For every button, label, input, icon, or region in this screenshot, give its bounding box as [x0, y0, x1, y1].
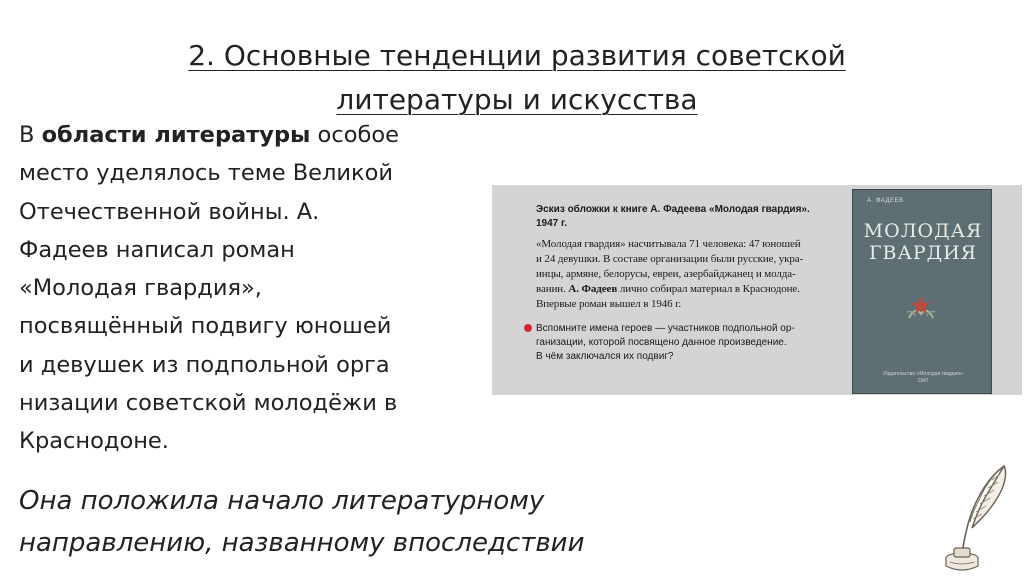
body-bold-phrase: области литературы [41, 122, 311, 148]
body-line-1 [19, 116, 489, 154]
textbook-text [536, 203, 844, 364]
body-line-8: низации советской молодёжи в [19, 390, 398, 417]
textbook-question [536, 322, 844, 364]
body-line-1-tail: особое [310, 122, 399, 148]
caption-line-2: 1947 г. [536, 218, 567, 229]
desc-line-3: инцы, армяне, белорусы, евреи, азербайджанец и молда- [536, 268, 796, 280]
cover-publisher [861, 371, 985, 385]
body-line-9: Краснодоне. [19, 428, 169, 455]
desc-line-1: «Молодая гвардия» насчитывала 71 человека: 47 юношей [536, 238, 801, 250]
body-line-2: место уделялось теме Великой [19, 160, 393, 187]
desc-line-5: Впервые роман вышел в 1946 г. [536, 298, 682, 310]
body-line-4: Фадеев написал роман [19, 236, 295, 263]
desc-line-4-pre: ванин. [536, 283, 569, 295]
desc-line-4-post: лично собирал материал в Краснодоне. [617, 283, 800, 295]
body-line-5: «Молодая гвардия», [19, 275, 262, 302]
question-line-1: Вспомните имена героев — участников подпольной ор- [536, 323, 795, 334]
textbook-caption [536, 203, 844, 231]
slide-title-line-2: литературы и искусства [336, 83, 698, 116]
question-bullet-icon [524, 324, 532, 332]
desc-line-4 [536, 282, 844, 297]
quill-inkwell-icon [942, 462, 1014, 574]
slide-title [0, 34, 1024, 122]
question-line-3: В чём заключался их подвиг? [536, 351, 674, 362]
cover-title-line-1: МОЛОДАЯ [863, 220, 983, 242]
cover-publisher-line-1: Издательство «Молодая гвардия» [883, 371, 963, 377]
cover-title-line-2: ГВАРДИЯ [868, 242, 978, 264]
italic-line-1: Она положила начало литературному [19, 486, 545, 516]
body-line-3: Отечественной войны. А. [19, 198, 320, 225]
body-lead: В [19, 122, 42, 148]
cover-author: А. ФАДЕЕВ [867, 198, 904, 204]
body-paragraph [19, 116, 489, 461]
cover-publisher-line-2: 1947 [917, 378, 929, 384]
cover-title [857, 220, 989, 264]
book-cover [852, 189, 992, 394]
textbook-description [536, 237, 844, 312]
body-line-7: и девушек из подпольной орга [19, 351, 390, 378]
cover-emblem-icon [901, 288, 941, 328]
body-line-6: посвящённый подвигу юношей [19, 313, 392, 340]
italic-line-2: направлению, названному впоследствии [19, 528, 585, 558]
caption-line-1: Эскиз обложки к книге А. Фадеева «Молодая гвардия». [536, 204, 810, 215]
desc-line-4-bold: А. Фадеев [568, 283, 618, 295]
textbook-excerpt-image [492, 185, 1022, 395]
question-line-2: ганизации, которой посвящено данное произведение. [536, 337, 787, 348]
desc-line-2: и 24 девушки. В составе организации были русские, укра- [536, 253, 804, 265]
slide-title-line-1: 2. Основные тенденции развития советской [188, 39, 846, 72]
italic-paragraph [19, 480, 919, 564]
